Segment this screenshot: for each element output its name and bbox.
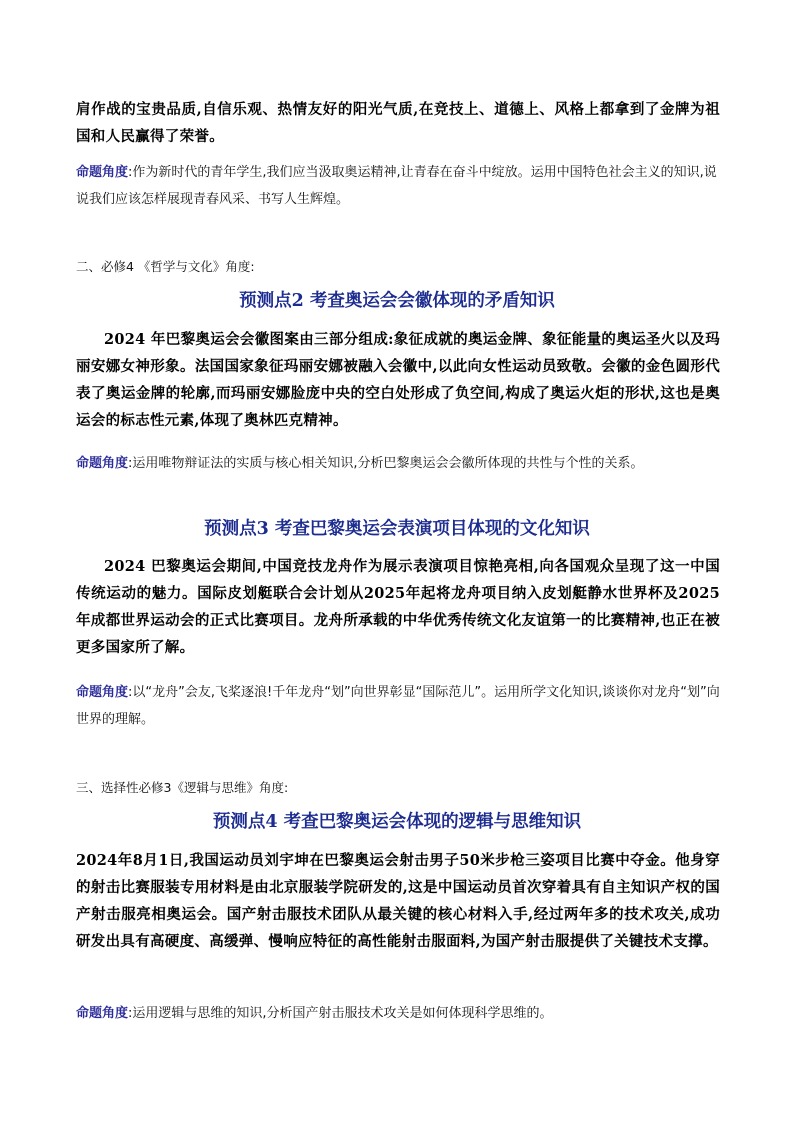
angle-text: :运用唯物辩证法的实质与核心相关知识,分析巴黎奥运会会徽所体现的共性与个性的关系。 <box>128 456 644 471</box>
prediction-point-4-heading: 预测点4 考查巴黎奥运会体现的逻辑与思维知识 <box>212 812 582 832</box>
prediction-point-3-angle <box>76 679 720 733</box>
angle-label: 命题角度 <box>76 1006 129 1021</box>
angle-label: 命题角度 <box>76 685 129 700</box>
prediction-point-2-angle <box>76 450 720 477</box>
prediction-point-3-body: 2024 巴黎奥运会期间,中国竞技龙舟作为展示表演项目惊艳亮相,向各国观众呈现了这一中国传统运动的魅力。国际皮划艇联合会计划从2025年起将龙舟项目纳入皮划艇静水世界杯及2025年成都世界运动会的正式比赛项目。龙舟所承载的中华优秀传统文化友谊第一的比赛精神,也正在被更多国家所了解。 <box>76 558 720 656</box>
prediction-point-4-body: 2024年8月1日,我国运动员刘宇坤在巴黎奥运会射击男子50米步枪三姿项目比赛中夺金。他身穿的射击比赛服装专用材料是由北京服装学院研发的,这是中国运动员首次穿着具有自主知识产权的国产射击服亮相奥运会。国产射击服技术团队从最关键的核心材料入手,经过两年多的技术攻关,成功研发出具有高硬度、高缓弹、慢响应特征的高性能射击服面料,为国产射击服提供了关键技术支撑。 <box>76 852 720 950</box>
section-title-philosophy: 二、必修4 《哲学与文化》角度: <box>76 259 255 274</box>
prediction-point-2-heading: 预测点2 考查奥运会会徽体现的矛盾知识 <box>239 291 555 311</box>
section-title-logic: 三、选择性必修3《逻辑与思维》角度: <box>76 780 289 795</box>
angle-text: :作为新时代的青年学生,我们应当汲取奥运精神,让青春在奋斗中绽放。运用中国特色社会主义的知识,说说我们应该怎样展现青春风采、书写人生辉煌。 <box>76 165 717 207</box>
angle-text: :运用逻辑与思维的知识,分析国产射击服技术攻关是如何体现科学思维的。 <box>128 1006 553 1021</box>
angle-label: 命题角度 <box>76 456 129 471</box>
intro-paragraph: 肩作战的宝贵品质,自信乐观、热情友好的阳光气质,在竞技上、道德上、风格上都拿到了金牌为祖国和人民赢得了荣誉。 <box>76 101 720 145</box>
prediction-point-2-body: 2024 年巴黎奥运会会徽图案由三部分组成:象征成就的奥运金牌、象征能量的奥运圣火以及玛丽安娜女神形象。法国国家象征玛丽安娜被融入会徽中,以此向女性运动员致敬。会徽的金色圆形代表了奥运金牌的轮廓,而玛丽安娜脸庞中央的空白处形成了负空间,构成了奥运火炬的形状,这也是奥运会的标志性元素,体现了奥林匹克精神。 <box>76 331 720 429</box>
angle-text: :以“龙舟”会友,飞桨逐浪!千年龙舟“划”向世界彰显“国际范儿”。运用所学文化知识,谈谈你对龙舟“划”向世界的理解。 <box>76 685 720 727</box>
prediction-point-3-heading: 预测点3 考查巴黎奥运会表演项目体现的文化知识 <box>204 519 590 539</box>
intro-question-angle <box>76 159 720 213</box>
angle-label: 命题角度 <box>76 165 129 180</box>
prediction-point-4-angle <box>76 1000 720 1027</box>
